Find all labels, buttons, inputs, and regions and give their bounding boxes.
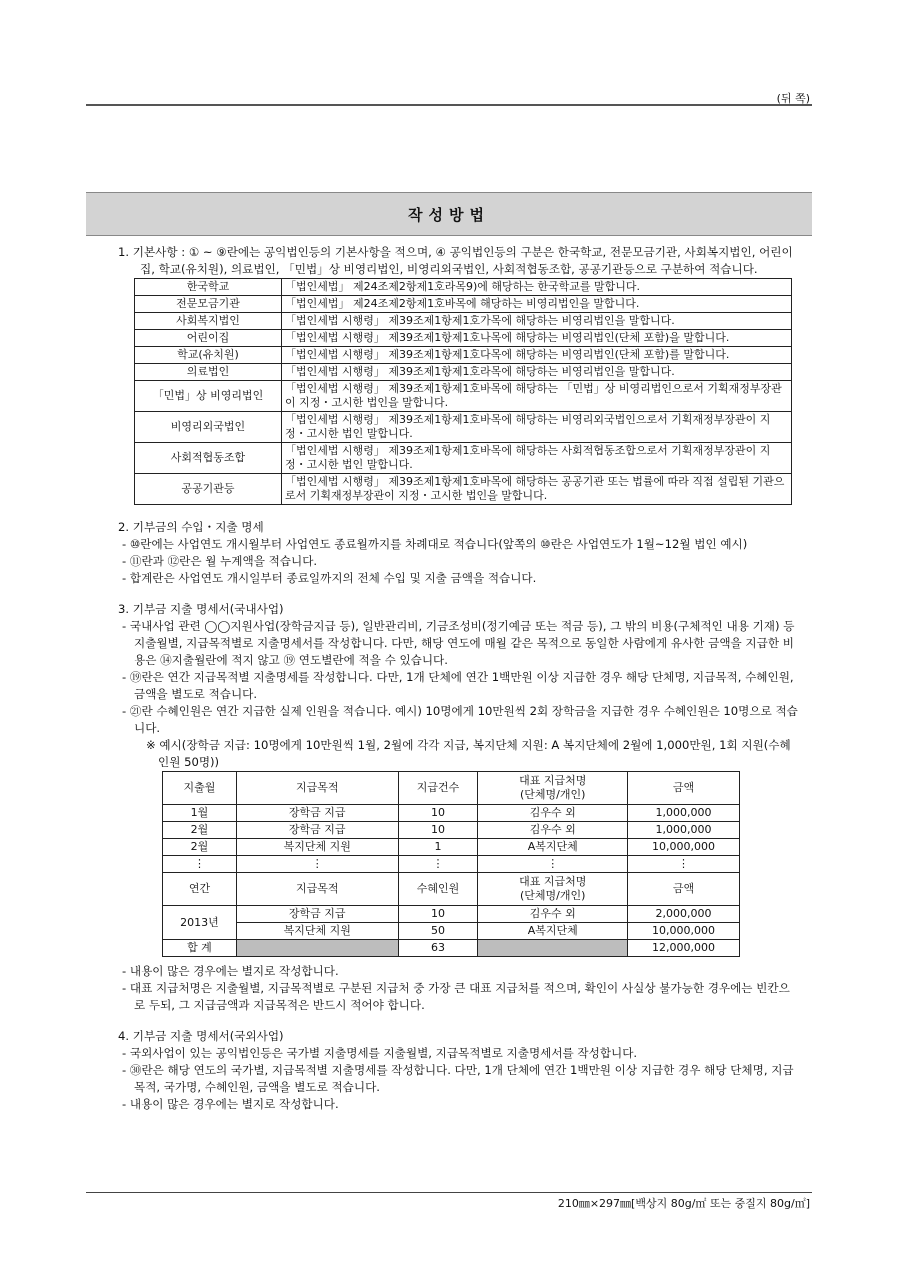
col-header: 지출월 <box>163 772 237 805</box>
section-2-item: - ⑪란과 ⑫란은 월 누계액을 적습니다. <box>122 554 318 568</box>
corp-type-name: 「민법」상 비영리법인 <box>135 381 282 412</box>
cell: A복지단체 <box>478 923 628 940</box>
cell: 복지단체 지원 <box>236 839 398 856</box>
instructions-body <box>118 244 798 1113</box>
cell: 1 <box>398 839 478 856</box>
section-2-item: - 합계란은 사업연도 개시일부터 종료일까지의 전체 수입 및 지출 금액을 적습니다. <box>122 571 537 585</box>
example-note: ※ 예시(장학금 지급: 10명에게 10만원씩 1월, 2월에 각각 지급, 복지단체 지원: A 복지단체에 2월에 1,000만원, 1회 지원(수혜인원 50명)) <box>146 738 791 769</box>
table-row <box>135 364 792 381</box>
bottom-rule <box>86 1192 812 1193</box>
table-row <box>135 443 792 474</box>
cell: ⋮ <box>163 856 237 873</box>
section-3-heading: 3. 기부금 지출 명세서(국내사업) <box>118 602 284 616</box>
section-4-item: - ㉚란은 해당 연도의 국가별, 지급목적별 지출명세를 작성합니다. 다만, 1개 단체에 연간 1백만원 이상 지급한 경우 해당 단체명, 지급목적, 국가명, 수혜인원, 금액을 별도로 적습니다. <box>122 1063 794 1094</box>
table-row <box>135 279 792 296</box>
corp-type-description: 「법인세법 시행령」 제39조제1항제1호다목에 해당하는 비영리법인(단체 포함)를 말합니다. <box>282 347 792 364</box>
cell: 김우수 외 <box>478 822 628 839</box>
cell: 장학금 지급 <box>236 805 398 822</box>
paper-spec-footer: 210㎜×297㎜[백상지 80g/㎡ 또는 중질지 80g/㎡] <box>557 1197 810 1210</box>
table-header-row <box>163 873 740 906</box>
corp-type-description: 「법인세법 시행령」 제39조제1항제1호바목에 해당하는 사회적협동조합으로서 기획재정부장관이 지정・고시한 법인 말합니다. <box>282 443 792 474</box>
cell: A복지단체 <box>478 839 628 856</box>
col-header: 지급목적 <box>236 772 398 805</box>
col-header: 대표 지급처명 (단체명/개인) <box>478 873 628 906</box>
section-4-heading: 4. 기부금 지출 명세서(국외사업) <box>118 1029 284 1043</box>
top-rule <box>86 104 812 106</box>
corp-type-description: 「법인세법 시행령」 제39조제1항제1호라목에 해당하는 비영리법인을 말합니다. <box>282 364 792 381</box>
cell: 2월 <box>163 839 237 856</box>
corp-type-name: 학교(유치원) <box>135 347 282 364</box>
cell: 10 <box>398 906 478 923</box>
cell: 장학금 지급 <box>236 822 398 839</box>
cell: ⋮ <box>478 856 628 873</box>
table-row <box>163 839 740 856</box>
table-row <box>135 381 792 412</box>
col-header: 연간 <box>163 873 237 906</box>
table-row <box>135 330 792 347</box>
total-amount: 12,000,000 <box>628 940 740 957</box>
corp-type-name: 어린이집 <box>135 330 282 347</box>
cell: 2,000,000 <box>628 906 740 923</box>
corp-type-description: 「법인세법 시행령」 제39조제1항제1호바목에 해당하는 비영리외국법인으로서 기획재정부장관이 지정・고시한 법인 말합니다. <box>282 412 792 443</box>
table-row <box>163 923 740 940</box>
table-row <box>135 347 792 364</box>
corp-type-name: 전문모금기관 <box>135 296 282 313</box>
cell: 장학금 지급 <box>236 906 398 923</box>
corp-type-name: 한국학교 <box>135 279 282 296</box>
corp-type-name: 비영리외국법인 <box>135 412 282 443</box>
corp-type-name: 공공기관등 <box>135 474 282 505</box>
section-3-item: - ⑲란은 연간 지급목적별 지출명세를 작성합니다. 다만, 1개 단체에 연간 1백만원 이상 지급한 경우 해당 단체명, 지급목적, 수혜인원, 금액을 별도로 적습니다. <box>122 670 794 701</box>
cell: ⋮ <box>628 856 740 873</box>
col-header: 지급목적 <box>236 873 398 906</box>
corp-type-description: 「법인세법」 제24조제2항제1호바목에 해당하는 비영리법인을 말합니다. <box>282 296 792 313</box>
table-row <box>135 474 792 505</box>
section-3-item: - 국내사업 관련 ◯◯지원사업(장학금지급 등), 일반관리비, 기금조성비(정기예금 또는 적금 등), 그 밖의 비용(구체적인 내용 기재) 등 지출월별, 지급목적별로 지출명세서를 작성합니다. 다만, 해당 연도에 매월 같은 목적으로 동일한 사람에게 유사한 금액을 지급한 비용은 ⑭지출월란에 적지 않고 ⑲ 연도별란에 적을 수 있습니다. <box>122 619 795 667</box>
section-3-after-item: - 대표 지급처명은 지출월별, 지급목적별로 구분된 지급처 중 가장 큰 대표 지급처를 적으며, 확인이 사실상 불가능한 경우에는 빈칸으로 두되, 그 지급금액과 지급목적은 반드시 적어야 합니다. <box>122 981 790 1012</box>
page-side-label: (뒤 쪽) <box>776 92 810 105</box>
cell: ⋮ <box>236 856 398 873</box>
table-row <box>135 313 792 330</box>
cell: 10,000,000 <box>628 923 740 940</box>
year-cell: 2013년 <box>163 906 237 940</box>
cell: 김우수 외 <box>478 906 628 923</box>
table-row <box>163 856 740 873</box>
corp-type-description: 「법인세법」 제24조제2항제1호라목9)에 해당하는 한국학교를 말합니다. <box>282 279 792 296</box>
corp-type-description: 「법인세법 시행령」 제39조제1항제1호바목에 해당하는 공공기관 또는 법률에 따라 직접 설립된 기관으로서 기획재정부장관이 지정・고시한 법인을 말합니다. <box>282 474 792 505</box>
cell: 1,000,000 <box>628 822 740 839</box>
section-3-after-item: - 내용이 많은 경우에는 별지로 작성합니다. <box>122 964 339 978</box>
table-row <box>135 412 792 443</box>
col-header: 대표 지급처명 (단체명/개인) <box>478 772 628 805</box>
section-4-item: - 국외사업이 있는 공익법인등은 국가별 지출명세를 지출월별, 지급목적별로 지출명세서를 작성합니다. <box>122 1046 638 1060</box>
corp-type-name: 의료법인 <box>135 364 282 381</box>
col-header: 금액 <box>628 772 740 805</box>
section-3-item: - ㉑란 수혜인원은 연간 지급한 실제 인원을 적습니다. 예시) 10명에게 10만원씩 2회 장학금을 지급한 경우 수혜인원은 10명으로 적습니다. <box>122 704 798 735</box>
table-row <box>163 805 740 822</box>
table-row <box>135 296 792 313</box>
cell: 2월 <box>163 822 237 839</box>
empty-cell <box>478 940 628 957</box>
corp-type-table <box>134 278 792 505</box>
col-header: 수혜인원 <box>398 873 478 906</box>
col-header: 지급건수 <box>398 772 478 805</box>
cell: 1,000,000 <box>628 805 740 822</box>
cell: 1월 <box>163 805 237 822</box>
cell: 복지단체 지원 <box>236 923 398 940</box>
section-2-item: - ⑩란에는 사업연도 개시월부터 사업연도 종료월까지를 차례대로 적습니다(앞쪽의 ⑩란은 사업연도가 1월~12월 법인 예시) <box>122 537 748 551</box>
col-header: 금액 <box>628 873 740 906</box>
table-row <box>163 822 740 839</box>
corp-type-description: 「법인세법 시행령」 제39조제1항제1호나목에 해당하는 비영리법인(단체 포함)을 말합니다. <box>282 330 792 347</box>
section-2-heading: 2. 기부금의 수입・지출 명세 <box>118 520 264 534</box>
corp-type-name: 사회복지법인 <box>135 313 282 330</box>
total-row <box>163 940 740 957</box>
total-count: 63 <box>398 940 478 957</box>
example-table <box>162 771 740 957</box>
corp-type-name: 사회적협동조합 <box>135 443 282 474</box>
cell: 10 <box>398 805 478 822</box>
cell: 50 <box>398 923 478 940</box>
cell: ⋮ <box>398 856 478 873</box>
title-bar <box>86 192 812 236</box>
cell: 10,000,000 <box>628 839 740 856</box>
cell: 10 <box>398 822 478 839</box>
section-4-item: - 내용이 많은 경우에는 별지로 작성합니다. <box>122 1097 339 1111</box>
corp-type-description: 「법인세법 시행령」 제39조제1항제1호가목에 해당하는 비영리법인을 말합니다. <box>282 313 792 330</box>
page-title: 작성방법 <box>408 205 490 224</box>
cell: 김우수 외 <box>478 805 628 822</box>
section-1-intro: 1. 기본사항 : ① ~ ⑨란에는 공익법인등의 기본사항을 적으며, ④ 공익법인등의 구분은 한국학교, 전문모금기관, 사회복지법인, 어린이집, 학교(유치원), 의료법인, 「민법」상 비영리법인, 비영리외국법인, 사회적협동조합, 공공기관등으로 구분하여 적습니다. <box>118 245 793 276</box>
total-label: 합 계 <box>163 940 237 957</box>
empty-cell <box>236 940 398 957</box>
table-row <box>163 906 740 923</box>
corp-type-description: 「법인세법 시행령」 제39조제1항제1호바목에 해당하는 「민법」상 비영리법인으로서 기획재정부장관이 지정・고시한 법인을 말합니다. <box>282 381 792 412</box>
table-header-row <box>163 772 740 805</box>
